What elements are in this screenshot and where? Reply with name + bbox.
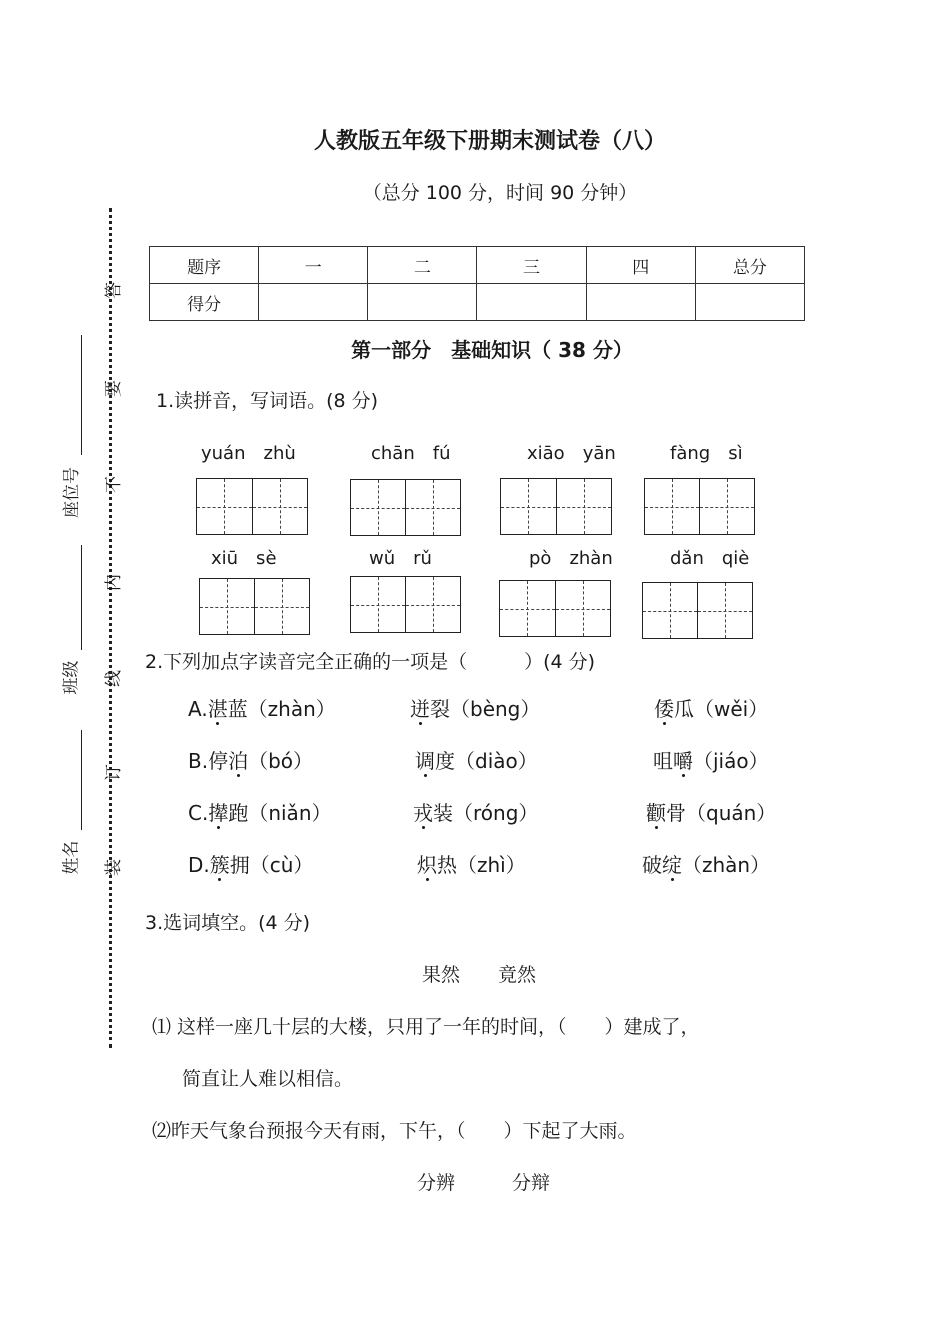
option-item: 炽热（zhì）	[417, 853, 526, 877]
question-2-prompt: 2.下列加点字读音完全正确的一项是（ ）(4 分)	[145, 651, 596, 673]
pinyin-label: dǎn qiè	[670, 548, 750, 569]
question-1-prompt: 1.读拼音，写词语。(8 分)	[156, 390, 379, 412]
table-cell: 一	[259, 247, 368, 284]
option-item: C.撵跑（niǎn）	[188, 801, 332, 825]
writing-grid[interactable]	[499, 580, 611, 637]
page-subtitle: （总分 100 分，时间 90 分钟）	[362, 182, 638, 204]
sentence-2: ⑵昨天气象台预报今天有雨，下午，（ ）下起了大雨。	[152, 1120, 637, 1142]
word-choices: 果然 竟然	[422, 964, 537, 986]
pinyin-label: xiāo yān	[527, 443, 616, 464]
page-title: 人教版五年级下册期末测试卷（八）	[313, 129, 666, 154]
option-item: 破绽（zhàn）	[642, 853, 771, 877]
table-cell: 二	[368, 247, 477, 284]
score-blank-cell[interactable]	[695, 284, 804, 321]
score-blank-cell[interactable]	[586, 284, 695, 321]
score-blank-cell[interactable]	[368, 284, 477, 321]
table-cell: 得分	[150, 284, 259, 321]
section-title: 第一部分 基础知识（ 38 分）	[351, 338, 633, 362]
seat-number-label: 座位号	[62, 467, 82, 518]
score-blank-cell[interactable]	[259, 284, 368, 321]
score-blank-cell[interactable]	[477, 284, 586, 321]
pinyin-label: fàng sì	[670, 443, 743, 464]
writing-grid[interactable]	[644, 478, 755, 535]
pinyin-label: wǔ rǔ	[369, 548, 432, 569]
binding-char: 要	[104, 380, 124, 397]
binding-char: 线	[104, 670, 124, 687]
question-3-prompt: 3.选词填空。(4 分)	[145, 912, 311, 934]
table-cell: 三	[477, 247, 586, 284]
writing-grid[interactable]	[196, 478, 308, 535]
table-cell: 四	[586, 247, 695, 284]
option-item: 调度（diào）	[415, 749, 538, 773]
class-blank	[81, 545, 82, 650]
option-item: B.停泊（bó）	[188, 749, 314, 773]
pinyin-label: pò zhàn	[529, 548, 613, 569]
pinyin-label: yuán zhù	[201, 443, 296, 464]
table-cell: 总分	[695, 247, 804, 284]
binding-char: 订	[104, 764, 124, 781]
option-item: A.湛蓝（zhàn）	[188, 697, 336, 721]
name-blank	[81, 730, 82, 830]
writing-grid[interactable]	[199, 578, 310, 635]
score-table-header-row	[150, 247, 805, 284]
score-table	[149, 246, 805, 321]
writing-grid[interactable]	[350, 576, 461, 633]
option-item: 戎装（róng）	[413, 801, 539, 825]
pinyin-label: xiū sè	[211, 548, 277, 569]
class-label: 班级	[61, 660, 82, 695]
pinyin-label: chān fú	[371, 443, 451, 464]
table-cell: 题序	[150, 247, 259, 284]
writing-grid[interactable]	[350, 479, 461, 536]
option-item: 咀嚼（jiáo）	[653, 749, 769, 773]
option-item: 迸裂（bèng）	[410, 697, 541, 721]
binding-char: 不	[104, 476, 124, 493]
word-choices: 分辨 分辩	[417, 1172, 551, 1194]
sentence-1-line-2: 简直让人难以相信。	[182, 1068, 354, 1090]
name-label: 姓名	[61, 840, 82, 875]
binding-char: 内	[104, 574, 124, 591]
sentence-1-line-1: ⑴ 这样一座几十层的大楼，只用了一年的时间，（ ）建成了，	[152, 1016, 700, 1038]
binding-char: 答	[104, 282, 124, 299]
score-table-score-row	[150, 284, 805, 321]
option-item: 颧骨（quán）	[646, 801, 777, 825]
option-item: D.簇拥（cù）	[188, 853, 314, 877]
writing-grid[interactable]	[500, 478, 612, 535]
writing-grid[interactable]	[642, 582, 753, 639]
binding-char: 装	[104, 859, 124, 876]
option-item: 倭瓜（wěi）	[654, 697, 769, 721]
